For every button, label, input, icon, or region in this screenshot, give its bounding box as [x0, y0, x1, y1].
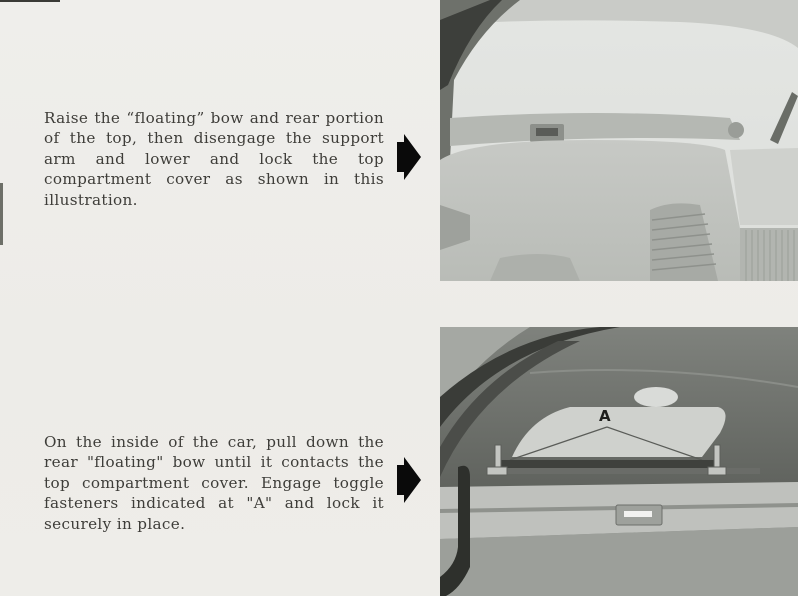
step-2-photo	[440, 327, 798, 596]
callout-label-a: A	[599, 407, 611, 425]
step-1-instruction: Raise the “floating” bow and rear portion of the top, then disengage the support arm and lower and lock the top compartment cover as shown in this illustration.	[44, 109, 384, 209]
page-edge-shadow	[0, 0, 60, 2]
step-2-instruction: On the inside of the car, pull down the rear "floating" bow until it contacts the top compartment cover. Engage toggle fasteners indicated at "A" and lock it securely in place.	[44, 433, 384, 533]
right-arrow-icon	[395, 457, 421, 503]
right-arrow-icon	[395, 134, 421, 180]
binding-mark	[0, 183, 3, 245]
step-1-photo	[440, 0, 798, 281]
